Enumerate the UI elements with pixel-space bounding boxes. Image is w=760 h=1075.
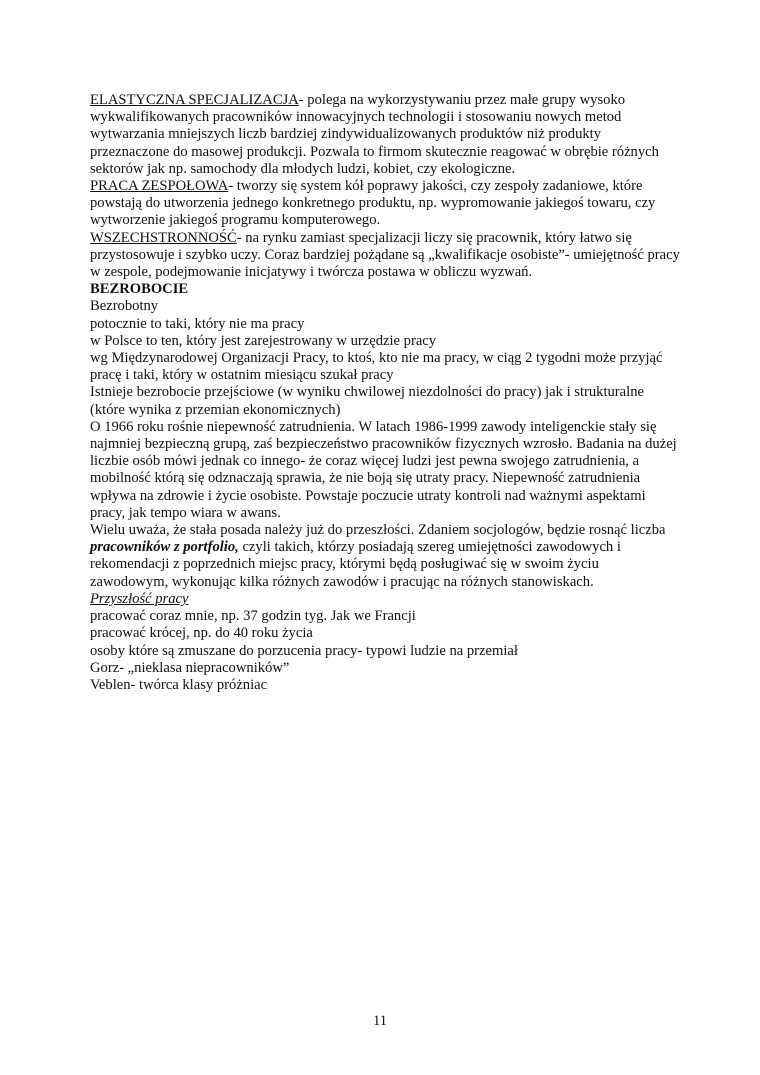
- line-przyszlosc-1: pracować coraz mnie, np. 37 godzin tyg. Jak we Francji: [90, 608, 416, 625]
- definition-wszechstronnosc: - na rynku zamiast specjalizacji liczy się pracownik, który łatwo się przystosowuje i szybko uczy. Coraz bardziej pożądane są „kwalifikacje osobiste”- umiejętność pracy w zespole, podejmowanie inicjatywy i twórcza postawa w obliczu wyzwań.: [90, 229, 680, 281]
- line-przyszlosc-3: osoby które są zmuszane do porzucenia pracy- typowi ludzie na przemiał: [90, 642, 518, 659]
- paragraph-wszechstronnosc: [90, 230, 680, 282]
- line-istnieje-bezrobocie: Istnieje bezrobocie przejściowe (w wyniku chwilowej niezdolności do pracy) jak i strukturalne (które wynika z przemian ekonomicznych): [90, 384, 644, 418]
- term-praca-zespolowa: PRACA ZESPOŁOWA: [90, 178, 229, 195]
- paragraph-elastyczna-specjalizacja: [90, 92, 680, 178]
- heading-bezrobocie: BEZROBOCIE: [90, 281, 189, 298]
- term-elastyczna-specjalizacja: ELASTYCZNA SPECJALIZACJA: [90, 92, 299, 108]
- heading-przyszlosc-pracy: Przyszłość pracy: [90, 590, 189, 607]
- definition-praca-zespolowa: - tworzy się system kół poprawy jakości, czy zespoły zadaniowe, które powstają do utworzenia jednego konkretnego produktu, np. wypromowanie jakiegoś towaru, czy wytworzenie jakiegoś programu komputerowego.: [90, 178, 656, 229]
- line-wg-mop: wg Międzynarodowej Organizacji Pracy, to ktoś, kto nie ma pracy, w ciąg 2 tygodni może przyjąć pracę i taki, który w ostatnim miesiącu szukał pracy: [90, 350, 663, 384]
- definition-elastyczna-specjalizacja: - polega na wykorzystywaniu przez małe grupy wysoko wykwalifikowanych pracowników innowacyjnych technologii i stosowaniu nowych metod wytwarzania mniejszych liczb bardziej zindywidualizowanych produktów niż produkty przeznaczone do masowej produkcji. Pozwala to firmom skutecznie reagować w obrębie różnych sektorów jak np. samochody dla młodych ludzi, kobiet, czy ekologiczne.: [90, 92, 659, 177]
- paragraph-portfolio: [90, 522, 680, 591]
- line-niepewnosc-zatrudnienia: O 1966 roku rośnie niepewność zatrudnienia. W latach 1986-1999 zawody inteligenckie stały się najmniej bezpieczną grupą, zaś bezpieczeństwo pracowników fizycznych wzrosło. Badania na dużej liczbie osób mówi jednak co innego- że coraz więcej ludzi jest pewna swojego zatrudnienia, a mobilność którą się odznaczają sprawia, że nie boją się utraty pracy. Niepewność zatrudnienia wpływa na zdrowie i życie osobiste. Powstaje poczucie utraty kontroli nad ważnymi aspektami pracy, jak tempo wiara w awans.: [90, 418, 677, 521]
- document-body: [90, 92, 680, 694]
- portfolio-text-after: czyli takich, którzy posiadają szereg umiejętności zawodowych i rekomendacji z poprzednich miejsc pracy, którymi będą posługiwać się w swoim życiu zawodowym, wykonując kilka różnych zawodów i pracując na różnych stanowiskach.: [90, 539, 621, 590]
- line-przyszlosc-2: pracować krócej, np. do 40 roku życia: [90, 625, 313, 642]
- portfolio-text-before: Wielu uważa, że stała posada należy już do przeszłości. Zdaniem socjologów, będzie rosnąć liczba: [90, 522, 666, 539]
- line-przyszlosc-5: Veblen- twórca klasy próżniac: [90, 676, 268, 693]
- page-number: 11: [372, 1013, 388, 1029]
- line-potocznie: potocznie to taki, który nie ma pracy: [90, 315, 305, 332]
- line-bezrobotny: Bezrobotny: [90, 298, 159, 315]
- line-w-polsce: w Polsce to ten, który jest zarejestrowany w urzędzie pracy: [90, 332, 437, 349]
- line-przyszlosc-4: Gorz- „nieklasa niepracowników”: [90, 659, 290, 676]
- term-wszechstronnosc: WSZECHSTRONNOŚĆ: [90, 229, 237, 246]
- portfolio-emphasis: pracowników z portfolio,: [90, 539, 239, 556]
- paragraph-praca-zespolowa: [90, 178, 680, 230]
